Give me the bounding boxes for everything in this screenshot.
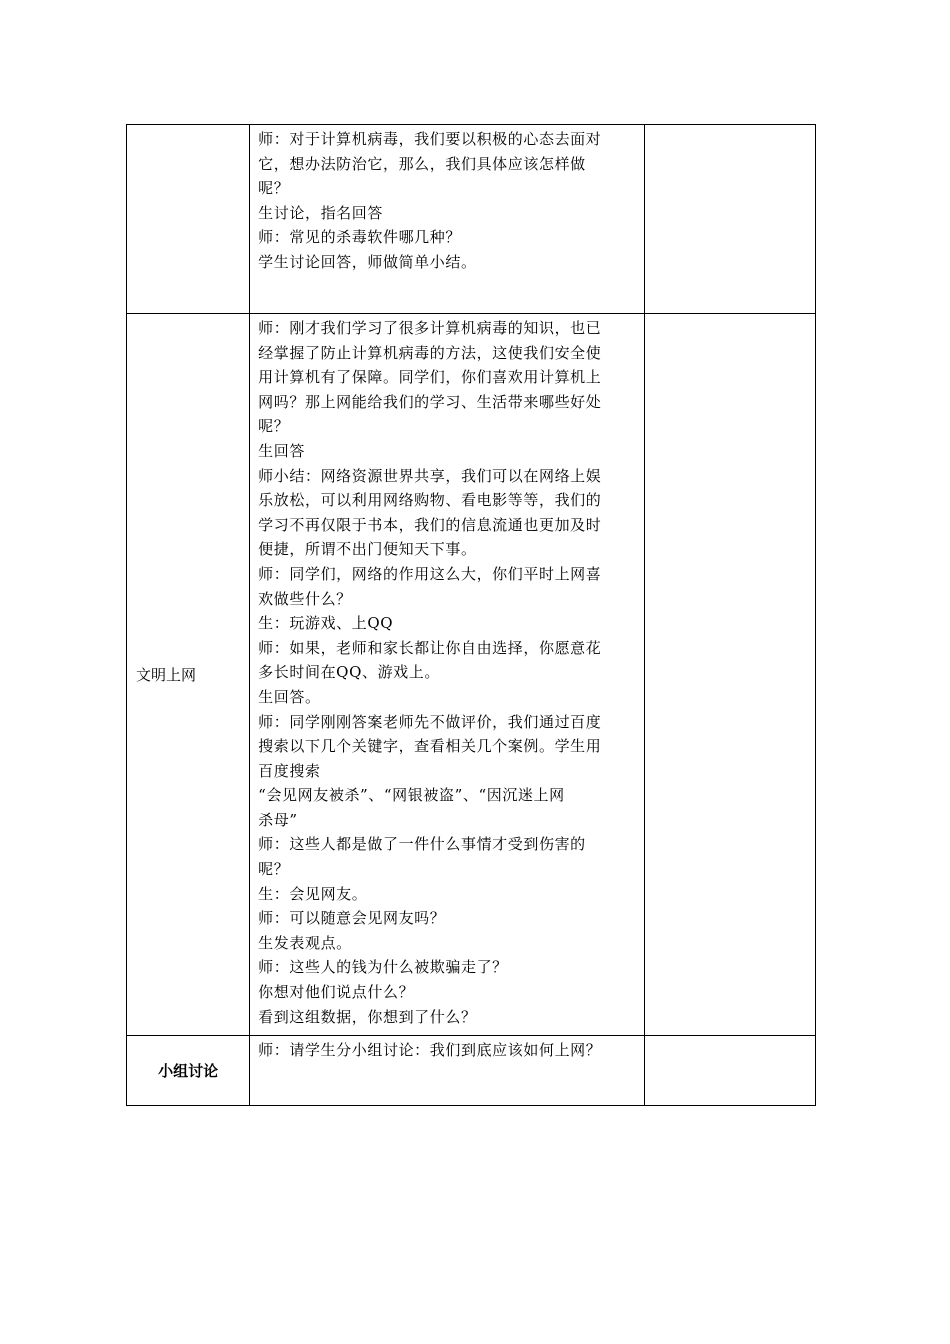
- note-cell: [644, 1036, 815, 1106]
- process-line: 师：同学们，网络的作用这么大，你们平时上网喜: [258, 564, 602, 583]
- process-line: 生：会见网友。: [258, 884, 368, 903]
- process-line: “会见网友被杀”、“网银被盗”、“因沉迷上网: [258, 786, 565, 805]
- process-line: 师：同学刚刚答案老师先不做评价，我们通过百度: [258, 712, 602, 731]
- process-line: 学生讨论回答，师做简单小结。: [258, 252, 477, 271]
- process-line: 师：常见的杀毒软件哪几种？: [258, 228, 461, 247]
- process-line: 它，想办法防治它，那么，我们具体应该怎样做: [258, 154, 586, 173]
- table-row: [127, 125, 816, 314]
- process-cell: [250, 125, 645, 314]
- note-cell: [644, 125, 815, 314]
- stage-label: 小组讨论: [158, 1062, 219, 1080]
- process-line: 生回答。: [258, 687, 321, 706]
- process-cell: [250, 314, 645, 1036]
- process-line: 学习不再仅限于书本，我们的信息流通也更加及时: [258, 515, 602, 534]
- process-line: 你想对他们说点什么？: [258, 983, 415, 1002]
- process-line: 多长时间在QQ、游戏上。: [258, 663, 440, 682]
- process-line: 师小结：网络资源世界共享，我们可以在网络上娱: [258, 466, 602, 485]
- process-cell: [250, 1036, 645, 1106]
- process-line: 呢？: [258, 860, 290, 879]
- table-row: [127, 1036, 816, 1106]
- process-line: 师：可以随意会见网友吗？: [258, 909, 446, 928]
- process-line: 师：这些人都是做了一件什么事情才受到伤害的: [258, 835, 586, 854]
- process-line: 呢？: [258, 179, 290, 198]
- process-line: 用计算机有了保障。同学们，你们喜欢用计算机上: [258, 368, 602, 387]
- process-line: 师：刚才我们学习了很多计算机病毒的知识，也已: [258, 319, 602, 337]
- table-row: [127, 314, 816, 1036]
- stage-cell: [127, 125, 250, 314]
- process-line: 呢？: [258, 417, 290, 436]
- lesson-plan-table: [126, 124, 816, 1106]
- process-line: 生：玩游戏、上QQ: [258, 614, 394, 633]
- stage-label: 文明上网: [136, 666, 197, 684]
- process-line: 生讨论，指名回答: [258, 203, 383, 222]
- process-line: 杀母”: [258, 810, 298, 829]
- stage-cell: [127, 1036, 250, 1106]
- stage-cell: [127, 314, 250, 1036]
- process-line: 生发表观点。: [258, 933, 352, 952]
- process-line: 师：请学生分小组讨论：我们到底应该如何上网？: [258, 1041, 602, 1059]
- process-line: 看到这组数据，你想到了什么？: [258, 1007, 477, 1026]
- process-line: 经掌握了防止计算机病毒的方法，这使我们安全使: [258, 343, 602, 362]
- note-cell: [644, 314, 815, 1036]
- process-line: 网吗？那上网能给我们的学习、生活带来哪些好处: [258, 392, 602, 411]
- process-line: 生回答: [258, 441, 305, 460]
- process-line: 乐放松，可以利用网络购物、看电影等等，我们的: [258, 491, 602, 510]
- process-line: 百度搜索: [258, 761, 321, 780]
- process-line: 师：这些人的钱为什么被欺骗走了？: [258, 958, 508, 977]
- process-line: 便捷，所谓不出门便知天下事。: [258, 540, 477, 559]
- process-line: 师：如果，老师和家长都让你自由选择，你愿意花: [258, 638, 602, 657]
- process-line: 欢做些什么？: [258, 589, 352, 608]
- process-line: 搜索以下几个关键字，查看相关几个案例。学生用: [258, 737, 602, 756]
- process-line: 师：对于计算机病毒，我们要以积极的心态去面对: [258, 130, 602, 148]
